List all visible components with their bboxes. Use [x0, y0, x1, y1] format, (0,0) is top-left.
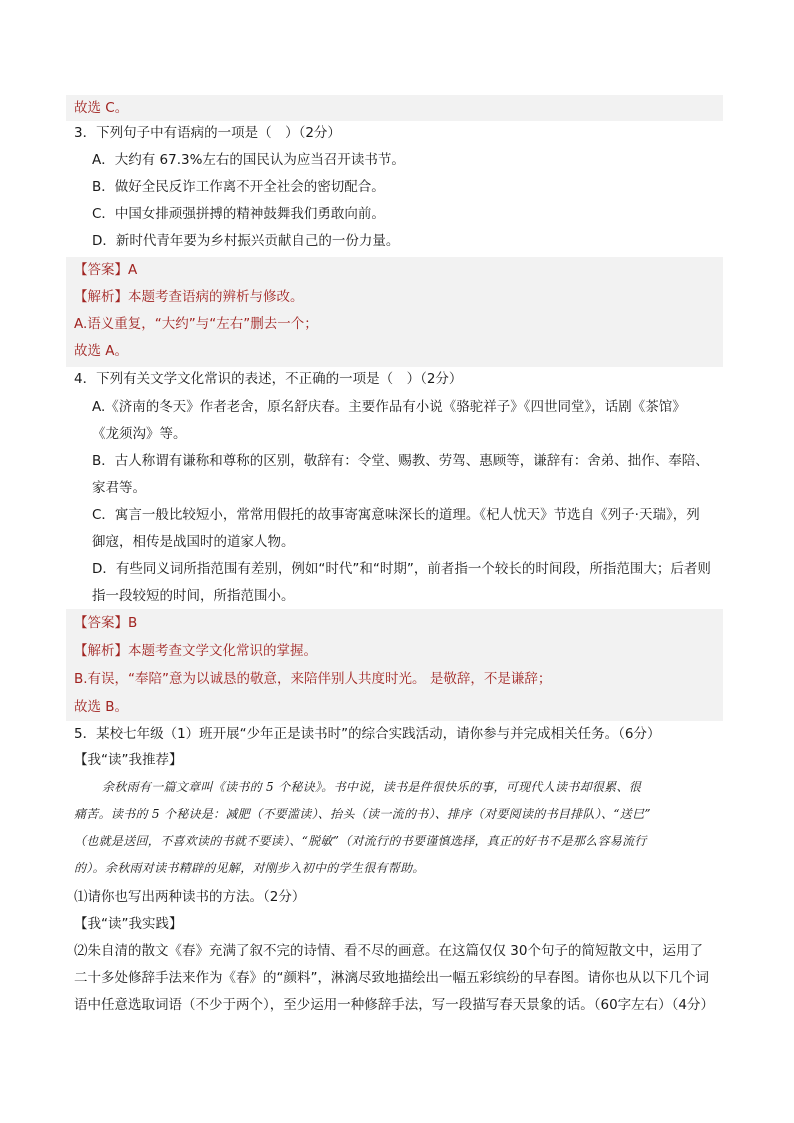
q5-passage-line3: （也就是送回，不喜欢读的书就不要读）、“脱敏”（对流行的书要谨慎选择，真正的好书不是那么容易流行	[74, 834, 647, 848]
q3-analysis: 【解析】本题考查语病的辨析与修改。	[74, 289, 304, 305]
q3-option-d: D．新时代青年要为乡村振兴贡献自己的一份力量。	[92, 233, 400, 249]
q3-option-c: C．中国女排顽强拼搏的精神鼓舞我们勇敢向前。	[92, 206, 385, 222]
q3-option-b: B．做好全民反诈工作离不开全社会的密切配合。	[92, 179, 385, 195]
q3-choice: 故选 A。	[74, 343, 129, 359]
answer-shade-prev	[66, 95, 723, 121]
q5-sub1: ⑴请你也写出两种读书的方法。（2分）	[74, 889, 306, 905]
q5-section-recommend: 【我“读”我推荐】	[74, 752, 183, 768]
q4-option-d-line2: 指一段较短的时间，所指范围小。	[92, 588, 295, 604]
q4-option-c-line1: C．寓言一般比较短小，常常用假托的故事寄寓意味深长的道理。《杞人忧天》节选自《列子·天瑞》，列	[92, 507, 700, 523]
q4-stem: 4．下列有关文学文化常识的表述，不正确的一项是（ ）（2分）	[74, 371, 463, 387]
q5-section-practice: 【我“读”我实践】	[74, 916, 183, 932]
q4-option-d-line1: D．有些同义词所指范围有差别，例如“时代”和“时期”，前者指一个较长的时间段，所指范围大；后者则	[92, 561, 711, 577]
q4-option-c-line2: 御寇，相传是战国时的道家人物。	[92, 534, 295, 550]
q4-option-b-line2: 家君等。	[92, 480, 146, 496]
q5-passage-line1: 余秋雨有一篇文章叫《读书的 5 个秘诀》。书中说，读书是件很快乐的事，可现代人读书却很累、很	[102, 780, 642, 794]
q5-passage-line4: 的）。余秋雨对读书精辟的见解，对刚步入初中的学生很有帮助。	[74, 861, 425, 875]
q4-option-a-line2: 《龙须沟》等。	[92, 426, 187, 442]
q4-option-b-line1: B．古人称谓有谦称和尊称的区别，敬辞有：令堂、赐教、劳驾、惠顾等，谦辞有：舍弟、拙作、奉陪、	[92, 453, 709, 469]
q3-stem: 3．下列句子中有语病的一项是（ ）（2分）	[74, 125, 341, 141]
q4-choice: 故选 B。	[74, 699, 129, 715]
q4-detail: B.有误，“奉陪”意为以诚恳的敬意，来陪伴别人共度时光。 是敬辞，不是谦辞；	[74, 671, 552, 687]
q4-analysis: 【解析】本题考查文学文化常识的掌握。	[74, 643, 317, 659]
q5-passage-line2: 痛苦。读书的 5 个秘诀是：减肥（不要滥读）、抬头（读一流的书）、排序（对要阅读的书目排队）、“送巳”	[74, 807, 651, 821]
answer-shade-q4	[66, 609, 723, 721]
q4-option-a-line1: A.《济南的冬天》作者老舍，原名舒庆春。主要作品有小说《骆驼祥子》《四世同堂》，话剧《茶馆》	[92, 399, 686, 415]
q3-answer: 【答案】A	[74, 262, 138, 278]
q5-sub2-line3: 语中任意选取词语（不少于两个），至少运用一种修辞手法，写一段描写春天景象的话。（60字左右）（4分）	[74, 997, 715, 1013]
prev-choice: 故选 C。	[74, 100, 129, 116]
q4-answer: 【答案】B	[74, 615, 138, 631]
q3-detail: A.语义重复，“大约”与“左右”删去一个；	[74, 316, 318, 332]
q5-sub2-line1: ⑵朱自清的散文《春》充满了叙不完的诗情、看不尽的画意。在这篇仅仅 30个句子的简短散文中，运用了	[74, 943, 703, 959]
q3-option-a: A．大约有 67.3%左右的国民认为应当召开读书节。	[92, 152, 405, 168]
q5-stem: 5．某校七年级（1）班开展“少年正是读书时”的综合实践活动，请你参与并完成相关任务。（6分）	[74, 726, 661, 742]
q5-sub2-line2: 二十多处修辞手法来作为《春》的“颜料”，淋漓尽致地描绘出一幅五彩缤纷的早春图。请你也从以下几个词	[74, 970, 709, 986]
